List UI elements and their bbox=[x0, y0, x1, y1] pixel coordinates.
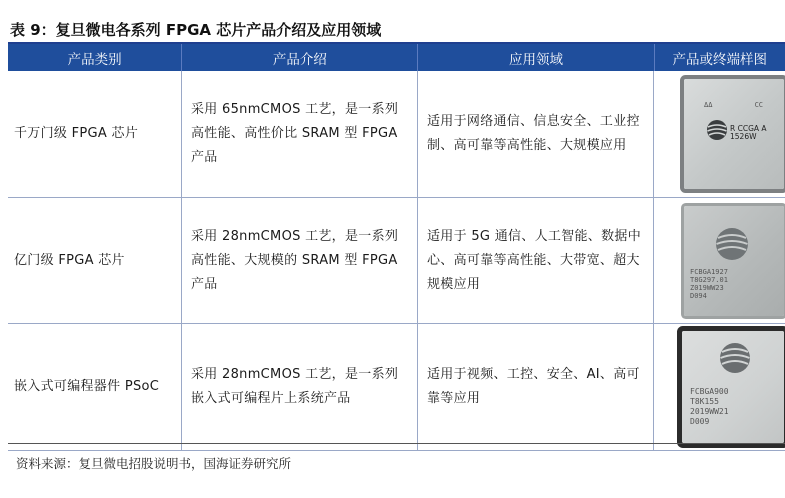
table-row bbox=[8, 324, 785, 451]
category-cell bbox=[8, 71, 182, 197]
category-text: 嵌入式可编程器件 PSoC bbox=[14, 379, 160, 394]
intro-cell bbox=[182, 71, 418, 197]
intro-text: 采用 28nmCMOS 工艺，是一系列嵌入式可编程片上系统产品 bbox=[191, 367, 399, 406]
intro-text: 采用 28nmCMOS 工艺，是一系列高性能、大规模的 SRAM 型 FPGA 产品 bbox=[191, 228, 399, 292]
chip-image-cell bbox=[654, 324, 785, 450]
application-text: 适用于网络通信、信息安全、工业控制、高可靠等高性能、大规模应用 bbox=[427, 114, 640, 153]
table-header-row bbox=[8, 44, 785, 71]
table-row bbox=[8, 198, 785, 324]
intro-cell bbox=[182, 324, 418, 450]
chip-logo-icon bbox=[714, 226, 750, 262]
chip-image-cell bbox=[654, 71, 785, 197]
chip-marking-main: R CCGA A 1526W bbox=[730, 124, 767, 141]
chip-image-cell bbox=[654, 198, 785, 323]
chip-photo bbox=[682, 331, 784, 443]
chip-marking-main: FCBGA900 T8K155 2019WW21 D009 bbox=[690, 387, 729, 426]
application-text: 适用于视频、工控、安全、AI、高可靠等应用 bbox=[427, 367, 640, 406]
source-note bbox=[8, 443, 785, 472]
application-cell bbox=[418, 71, 654, 197]
application-text: 适用于 5G 通信、人工智能、数据中心、高可靠等高性能、大带宽、超大规模应用 bbox=[427, 228, 642, 292]
chip-marking-main: FCBGA1927 T8G297.01 Z019WW23 D094 bbox=[690, 267, 728, 300]
chip-logo-icon bbox=[706, 119, 728, 141]
header-intro: 产品介绍 bbox=[182, 44, 418, 71]
table-row bbox=[8, 71, 785, 198]
category-cell bbox=[8, 324, 182, 450]
chip-photo bbox=[684, 206, 784, 316]
intro-text: 采用 65nmCMOS 工艺，是一系列高性能、高性价比 SRAM 型 FPGA 产品 bbox=[191, 102, 399, 165]
intro-cell bbox=[182, 198, 418, 323]
table-title: 表 9：复旦微电各系列 FPGA 芯片产品介绍及应用领域 bbox=[10, 21, 382, 39]
category-cell bbox=[8, 198, 182, 323]
source-text: 资料来源：复旦微电招股说明书，国海证券研究所 bbox=[16, 456, 292, 471]
category-text: 千万门级 FPGA 芯片 bbox=[14, 126, 139, 141]
application-cell bbox=[418, 324, 654, 450]
chip-logo-icon bbox=[718, 341, 752, 375]
category-text: 亿门级 FPGA 芯片 bbox=[14, 252, 125, 268]
header-category: 产品类别 bbox=[8, 44, 182, 71]
chip-photo bbox=[684, 79, 784, 189]
application-cell bbox=[418, 198, 654, 323]
header-application: 应用领域 bbox=[418, 44, 654, 71]
chip-marking-top: ΔΔ CC bbox=[704, 101, 764, 109]
header-sample-image: 产品或终端样图 bbox=[672, 51, 768, 68]
product-table bbox=[8, 42, 785, 451]
